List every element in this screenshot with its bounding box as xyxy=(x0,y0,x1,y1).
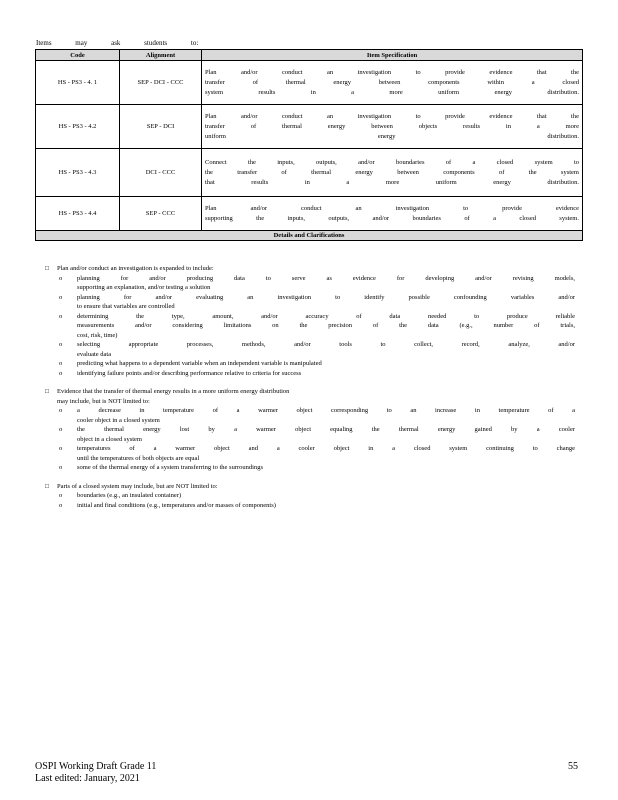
list-item xyxy=(59,425,575,444)
list-item xyxy=(59,444,575,463)
list-item xyxy=(59,369,575,379)
checkbox-bullet-icon: □ xyxy=(45,265,49,272)
circle-bullet-icon: o xyxy=(59,492,63,499)
circle-bullet-icon: o xyxy=(59,274,63,282)
block-lead: Parts of a closed system may include, but are NOT limited to: xyxy=(57,482,218,490)
list-item xyxy=(59,463,575,473)
circle-bullet-icon: o xyxy=(59,407,63,414)
checkbox-bullet-icon: □ xyxy=(45,482,49,490)
list-item xyxy=(59,340,575,359)
footer xyxy=(35,761,156,785)
list-item-text: planning for and/or producing data to serve as evidence for developing and/or revising models, supporting an explanation, and/or testing a solution xyxy=(77,274,575,291)
spec-cell: Plan and/or conduct an investigation to provide evidence that the transfer of thermal energy between objects results in a more uniform energy distribution. xyxy=(202,105,583,149)
details-block-evidence xyxy=(45,387,575,473)
details-header-row xyxy=(36,231,583,241)
circle-bullet-icon: o xyxy=(59,445,63,452)
spec-cell: Connect the inputs, outputs, and/or boundaries of a closed system to the transfer of thermal energy between components of the system that results in a more uniform energy distribution. xyxy=(202,149,583,197)
code-cell: HS - PS3 - 4. 1 xyxy=(36,61,120,105)
block-lead: Evidence that the transfer of thermal energy results in a more uniform energy distribution xyxy=(57,388,290,395)
list-item xyxy=(59,406,575,425)
alignment-header: Alignment xyxy=(120,50,202,61)
list-item-text: planning for and/or evaluating an investigation to identify possible confounding variables and/or to ensure that variables are controlled xyxy=(77,293,575,310)
list-item-text: the thermal energy lost by a warmer object equaling the thermal energy gained by a cooler object in a closed system xyxy=(77,426,575,443)
list-item-text: determining the type, amount, and/or accuracy of data needed to produce reliable measurements and/or considering limitations on the precision of the data (e.g., number of trials, cost, risk, time) xyxy=(77,312,575,339)
details-block-investigation xyxy=(45,264,575,378)
spec-header: Item Specification xyxy=(202,50,583,61)
details-section xyxy=(45,264,575,519)
block-lead-continued: may include, but is NOT limited to: xyxy=(57,397,150,405)
circle-bullet-icon: o xyxy=(59,312,63,320)
list-item xyxy=(59,501,575,511)
code-cell: HS - PS3 - 4.2 xyxy=(36,105,120,149)
list-item xyxy=(59,274,575,293)
list-item-text: temperatures of a warmer object and a cooler object in a closed system continuing to change until the temperatures of both objects are equal xyxy=(77,445,575,462)
circle-bullet-icon: o xyxy=(59,341,63,348)
block-items xyxy=(45,274,575,379)
alignment-cell: SEP - CCC xyxy=(120,197,202,231)
spec-cell: Plan and/or conduct an investigation to provide evidence that the transfer of thermal energy between components within a closed system results in a more uniform energy distribution. xyxy=(202,61,583,105)
list-item-text: selecting appropriate processes, methods, and/or tools to collect, record, analyze, and/or evaluate data xyxy=(77,341,575,358)
table-row xyxy=(36,149,583,197)
list-item-text: a decrease in temperature of a warmer object corresponding to an increase in temperature of a cooler object in a closed system xyxy=(77,407,575,424)
list-item-text: initial and final conditions (e.g., temperatures and/or masses of components) xyxy=(77,501,276,509)
list-item-text: some of the thermal energy of a system transferring to the surroundings xyxy=(77,464,263,471)
alignment-cell: SEP - DCI xyxy=(120,105,202,149)
circle-bullet-icon: o xyxy=(59,369,63,377)
list-item-text: identifying failure points and/or describing performance relative to criteria for success xyxy=(77,369,302,377)
footer-title: OSPI Working Draft Grade 11 xyxy=(35,761,157,772)
spec-cell: Plan and/or conduct an investigation to provide evidence supporting the inputs, outputs, and/or boundaries of a closed system. xyxy=(202,197,583,231)
block-lead: Plan and/or conduct an investigation is expanded to include: xyxy=(57,265,214,272)
block-items xyxy=(45,491,575,510)
details-block-closed-system xyxy=(45,482,575,511)
list-item xyxy=(59,293,575,312)
alignment-cell: SEP - DCI - CCC xyxy=(120,61,202,105)
circle-bullet-icon: o xyxy=(59,464,63,471)
circle-bullet-icon: o xyxy=(59,293,63,301)
footer-edited: Last edited: January, 2021 xyxy=(35,773,140,784)
intro-text: Items may ask students to: xyxy=(36,39,199,47)
page-number: 55 xyxy=(568,761,578,772)
list-item-text: predicting what happens to a dependent variable when an independent variable is manipulated xyxy=(77,360,322,367)
block-items xyxy=(45,406,575,473)
details-header: Details and Clarifications xyxy=(36,231,583,241)
item-specification-table xyxy=(35,49,583,241)
table-row xyxy=(36,105,583,149)
table-row xyxy=(36,61,583,105)
code-header: Code xyxy=(36,50,120,61)
table-header-row xyxy=(36,50,583,61)
alignment-cell: DCI - CCC xyxy=(120,149,202,197)
list-item-text: boundaries (e.g., an insulated container) xyxy=(77,492,182,499)
checkbox-bullet-icon: □ xyxy=(45,388,49,395)
list-item xyxy=(59,491,575,501)
circle-bullet-icon: o xyxy=(59,360,63,367)
code-cell: HS - PS3 - 4.3 xyxy=(36,149,120,197)
code-cell: HS - PS3 - 4.4 xyxy=(36,197,120,231)
table-row xyxy=(36,197,583,231)
circle-bullet-icon: o xyxy=(59,501,63,509)
list-item xyxy=(59,359,575,369)
list-item xyxy=(59,312,575,341)
circle-bullet-icon: o xyxy=(59,426,63,433)
